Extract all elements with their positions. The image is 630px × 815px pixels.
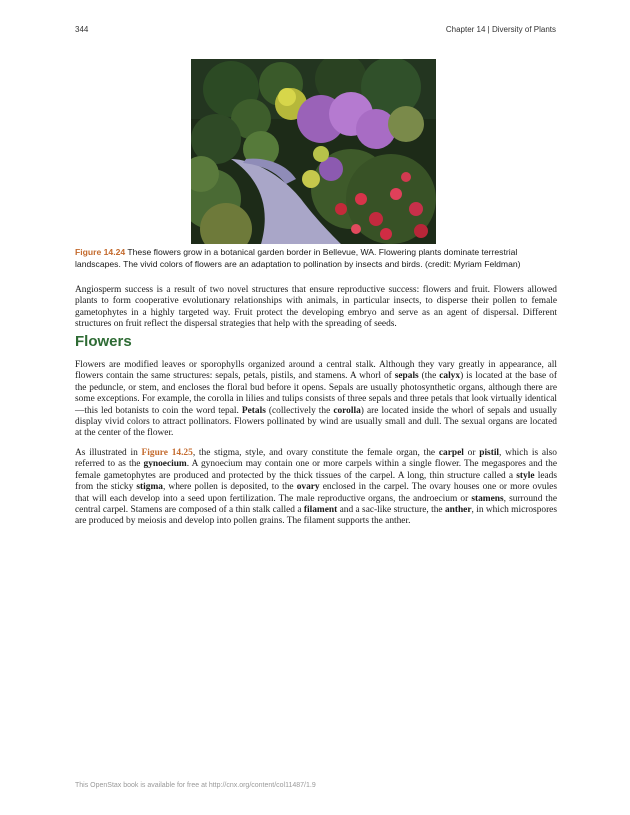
figure-caption-text: These flowers grow in a botanical garden border in Bellevue, WA. Flowering plants dominate terrestrial landscapes. The vivid colors of flowers are an adaptation to pollination by insects and birds. (credit: Myriam Feldman): [75, 247, 521, 269]
text-run: leads from the sticky: [75, 470, 558, 493]
term-corolla: corolla: [333, 405, 361, 416]
term-anther: anther: [444, 505, 472, 516]
text-run: (the: [418, 371, 440, 382]
section-heading: Flowers: [75, 333, 132, 350]
garden-photo: [191, 59, 436, 244]
text-run: , the stigma, style, and ovary constitute the female organ, the: [192, 448, 439, 458]
term-stamens: stamens: [471, 493, 504, 504]
text-run: , in which microspores are produced by meiosis and develop into pollen grains. The filament supports the anther.: [75, 505, 557, 527]
term-ovary: ovary: [296, 482, 320, 493]
text-run: and a sac-like structure, the: [337, 505, 445, 516]
figure-caption: [75, 247, 557, 270]
text-run: ) is located at the base of the peduncle, or stem, and encloses the floral bud before it opens. Sepals are usually photosynthetic organs, although there are some exceptions. For example, the corolla in lilies and tulips consists of three sepals and three petals that look virtually identical—this led botanists to coin the word tepal.: [75, 371, 557, 416]
page-number: 344: [75, 25, 89, 34]
term-gynoecium: gynoecium: [143, 459, 187, 470]
intro-paragraph: Angiosperm success is a result of two novel structures that ensure reproductive success: flowers and fruit. Flowers allowed plants to form cooperative evolutionary relationships with animals, in particular insects, to disperse their pollen to female gametophytes in a highly targeted way. Fruit protect the developing embryo and serve as an agent of dispersal. Different structures on fruit reflect the dispersal strategies that help with the spreading of seeds.: [75, 285, 557, 330]
term-style: style: [516, 470, 535, 481]
text-run: , where pollen is deposited, to the: [162, 482, 297, 493]
running-header: Chapter 14 | Diversity of Plants: [445, 25, 556, 34]
text-run: , surround the central carpel. Stamens are composed of a thin stalk called a: [75, 493, 557, 516]
text-run: or: [463, 448, 480, 458]
term-petals: Petals: [241, 405, 266, 416]
text-run: enclosed in the carpel. The ovary houses one or more ovules that will each develop into a seed upon fertilization. The male reproductive organs, the androecium or: [75, 482, 557, 504]
term-filament: filament: [303, 505, 338, 516]
text-run: (collectively the: [265, 405, 334, 416]
flowers-paragraph: [75, 360, 557, 440]
text-run: , which is also referred to as the: [75, 448, 557, 470]
text-run: ) are located inside the whorl of sepals and usually display vivid colors to attract pollinators. Flowers pollinated by wind are usually small and dull. The sexual organs are located at the center of the flower.: [75, 405, 557, 439]
term-carpel: carpel: [438, 448, 464, 458]
figure-link[interactable]: Figure 14.25: [141, 448, 193, 458]
footer-note: This OpenStax book is available for free at http://cnx.org/content/col11487/1.9: [75, 782, 316, 789]
text-run: Flowers are modified leaves or sporophylls organized around a central stalk. Although they vary greatly in appearance, all flowers contain the same structures: sepals, petals, pistils, and stamens. A whorl of: [75, 360, 557, 382]
term-pistil: pistil: [479, 448, 500, 458]
figure-label: Figure 14.24: [75, 247, 126, 257]
text-run: . A gynoecium may contain one or more carpels within a single flower. The megaspores and the female gametophytes are produced and protected by the thick tissues of the carpel. A long, thin structure called a: [75, 459, 557, 481]
term-calyx: calyx: [439, 371, 461, 382]
term-stigma: stigma: [136, 482, 163, 493]
text-run: As illustrated in: [75, 448, 142, 458]
term-sepals: sepals: [394, 371, 419, 382]
reproductive-organs-paragraph: [75, 448, 557, 528]
